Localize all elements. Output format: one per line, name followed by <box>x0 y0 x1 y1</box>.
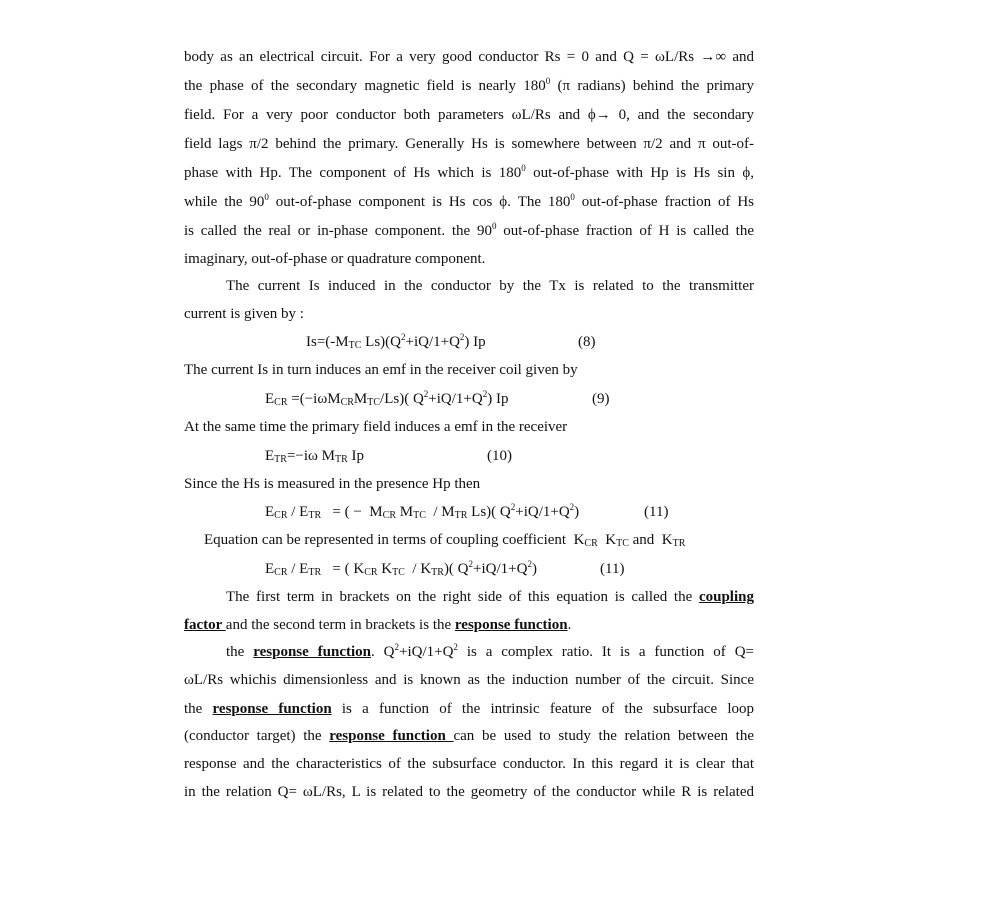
equation-11b: $E_{CR} / E_{TR}$ = ( $K_{CR}$ $K_{TC} / K_{TR}$)( $Q^2+iQ/1+Q^2$) <box>265 559 537 578</box>
term-response-function: response function <box>454 617 568 633</box>
text-line: in the relation Q= ωL/Rs, L is related to the geometry of the conductor while R is related <box>184 784 754 800</box>
text-line: body as an electrical circuit. For a very good conductor Rs = 0 and Q = ωL/Rs →∞ and <box>184 49 754 65</box>
text-line: phase with Hp. The component of Hs which is $180^0$ out-of-phase with Hp is Hs sin ϕ, <box>184 163 754 181</box>
text-line: ωL/Rs whichis dimensionless and is known as the induction number of the circuit. Since <box>184 672 754 688</box>
text-line: The current Is in turn induces an emf in the receiver coil given by <box>184 362 578 378</box>
equation-number: (11) <box>600 561 625 577</box>
text-line: is called the real or in-phase component. the $90^0$ out-of-phase fraction of H is called the <box>184 221 754 239</box>
term-coupling: coupling <box>698 589 754 605</box>
equation-9: $E_{CR} =(-i\omega M_{CR}M_{TC}/Ls)$( $Q^2+iQ/1+Q^2$) Ip <box>265 389 509 408</box>
text-line: Equation can be represented in terms of coupling coefficient $K_{CR}$ $K_{TC}$ and $K_{TR}$ <box>204 532 686 549</box>
text-line: while the $90^0$ out-of-phase component is Hs cos ϕ. The $180^0$ out-of-phase fraction of Hs <box>184 192 754 210</box>
equation-11a: $E_{CR} / E_{TR}$ = ( − $M_{CR}$ $M_{TC} / M_{TR}$ Ls)( $Q^2+iQ/1+Q^2$) <box>265 502 580 521</box>
equation-10: $E_{TR}=-i\omega$ $M_{TR}$ Ip <box>265 448 365 465</box>
text-line: field lags π/2 behind the primary. Generally Hs is somewhere between π/2 and π out-of- <box>184 136 754 152</box>
text-line: the response function is a function of the intrinsic feature of the subsurface loop <box>184 701 754 717</box>
text-line: The current Is induced in the conductor by the Tx is related to the transmitter <box>226 278 754 294</box>
text-line: field. For a very poor conductor both parameters ωL/Rs and ϕ→ 0, and the secondary <box>184 107 754 123</box>
term-response-function: response function <box>212 701 332 717</box>
equation-8: $Is=(-M_{TC}$ $Ls)(Q^2+iQ/1+Q^2)$ Ip <box>306 332 486 351</box>
equation-number: (10) <box>487 448 512 464</box>
text-line: the phase of the secondary magnetic field is nearly $180^0$ (π radians) behind the primary <box>184 76 754 94</box>
text-line: Since the Hs is measured in the presence Hp then <box>184 476 481 492</box>
text-line: factor and the second term in brackets is the response function. <box>184 617 572 633</box>
term-response-function: response function <box>253 644 372 660</box>
equation-number: (11) <box>644 504 669 520</box>
text-line: The first term in brackets on the right side of this equation is called the coupling <box>226 589 754 605</box>
text-line: the response function. $Q^2+iQ/1+Q^2$ is a complex ratio. It is a function of Q= <box>226 642 754 660</box>
text-line: (conductor target) the response function can be used to study the relation between the <box>184 728 755 744</box>
text-line: imaginary, out-of-phase or quadrature component. <box>184 251 486 267</box>
text-line: current is given by : <box>184 306 304 322</box>
term-response-function: response function <box>329 728 454 744</box>
equation-number: (8) <box>578 334 596 350</box>
text-line: At the same time the primary field induces a emf in the receiver <box>184 419 568 435</box>
equation-number: (9) <box>592 391 610 407</box>
term-factor: factor <box>184 617 226 633</box>
text-line: response and the characteristics of the subsurface conductor. In this regard it is clear that <box>184 756 754 772</box>
